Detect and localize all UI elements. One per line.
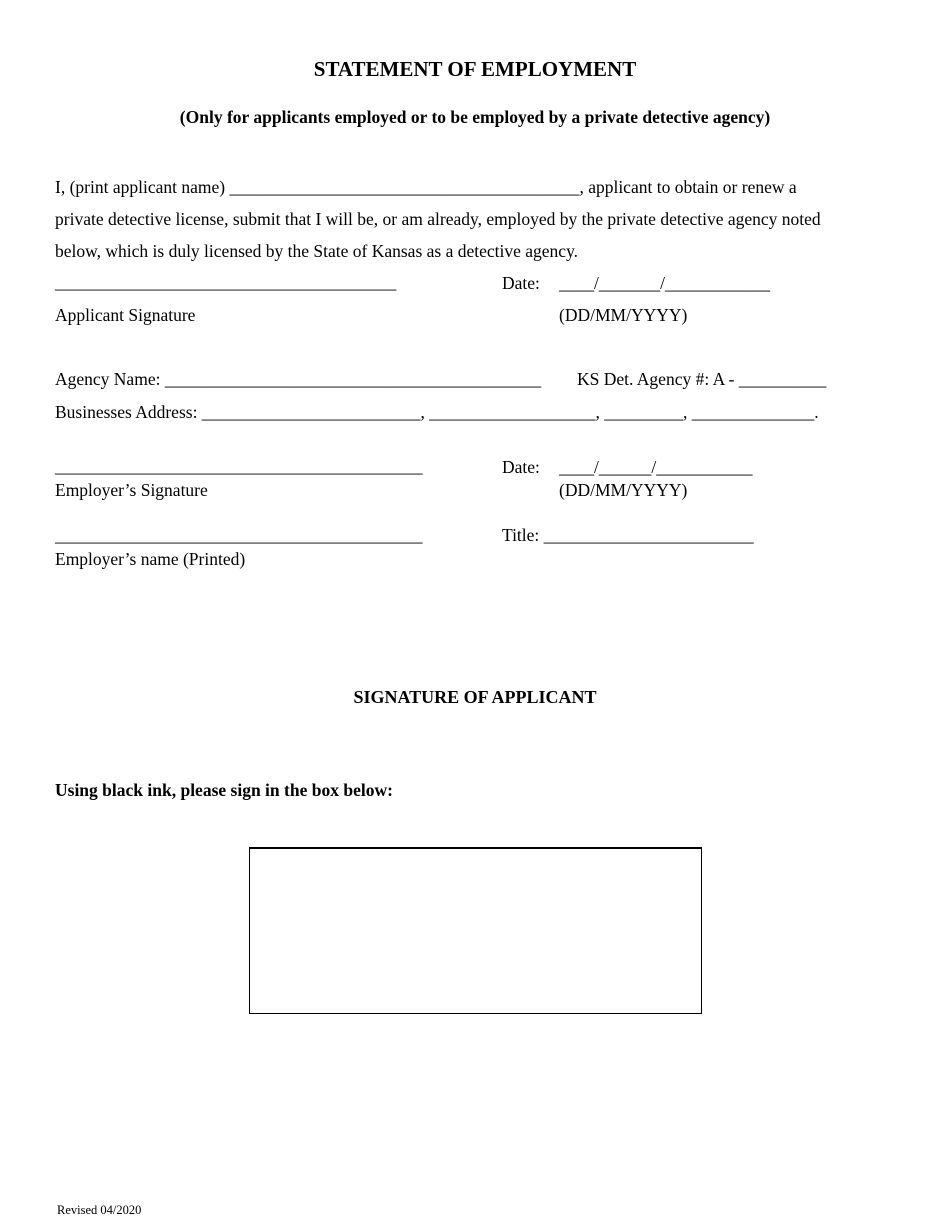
employer-date-field[interactable]: ____/______/___________ — [559, 457, 753, 477]
applicant-date-format: (DD/MM/YYYY) — [559, 305, 688, 325]
employer-signature-label: Employer’s Signature — [55, 480, 208, 500]
document-subtitle: (Only for applicants employed or to be employed by a private detective agency) — [179, 107, 771, 127]
document-title: STATEMENT OF EMPLOYMENT — [313, 57, 637, 81]
statement-line-2: private detective license, submit that I will be, or am already, employed by the private detective agency noted — [55, 209, 821, 229]
agency-name-field[interactable]: Agency Name: ___________________________________________ — [55, 369, 542, 389]
signature-instruction: Using black ink, please sign in the box below: — [55, 780, 393, 800]
employer-name-label: Employer’s name (Printed) — [55, 549, 246, 569]
signature-section-heading: SIGNATURE OF APPLICANT — [353, 687, 597, 707]
employer-date-format: (DD/MM/YYYY) — [559, 480, 688, 500]
statement-line-1: I, (print applicant name) ________________________________________, applicant to obtain or renew a — [55, 177, 797, 197]
statement-line-3: below, which is duly licensed by the State of Kansas as a detective agency. — [55, 241, 579, 261]
revision-date: Revised 04/2020 — [57, 1203, 142, 1217]
employer-signature-line[interactable]: __________________________________________ — [55, 456, 423, 476]
business-address-field[interactable]: Businesses Address: _________________________, ___________________, _________, ______________. — [55, 402, 819, 422]
applicant-signature-label: Applicant Signature — [55, 305, 196, 325]
employer-name-line[interactable]: __________________________________________ — [55, 525, 423, 545]
applicant-date-field[interactable]: ____/_______/____________ — [559, 273, 770, 293]
agency-license-field[interactable]: KS Det. Agency #: A - __________ — [577, 369, 827, 389]
applicant-date-label: Date: — [502, 273, 540, 293]
employer-date-label: Date: — [502, 457, 540, 477]
signature-box[interactable] — [249, 847, 702, 1014]
applicant-signature-line[interactable]: _______________________________________ — [55, 272, 397, 292]
employer-title-field[interactable]: Title: ________________________ — [502, 525, 754, 545]
